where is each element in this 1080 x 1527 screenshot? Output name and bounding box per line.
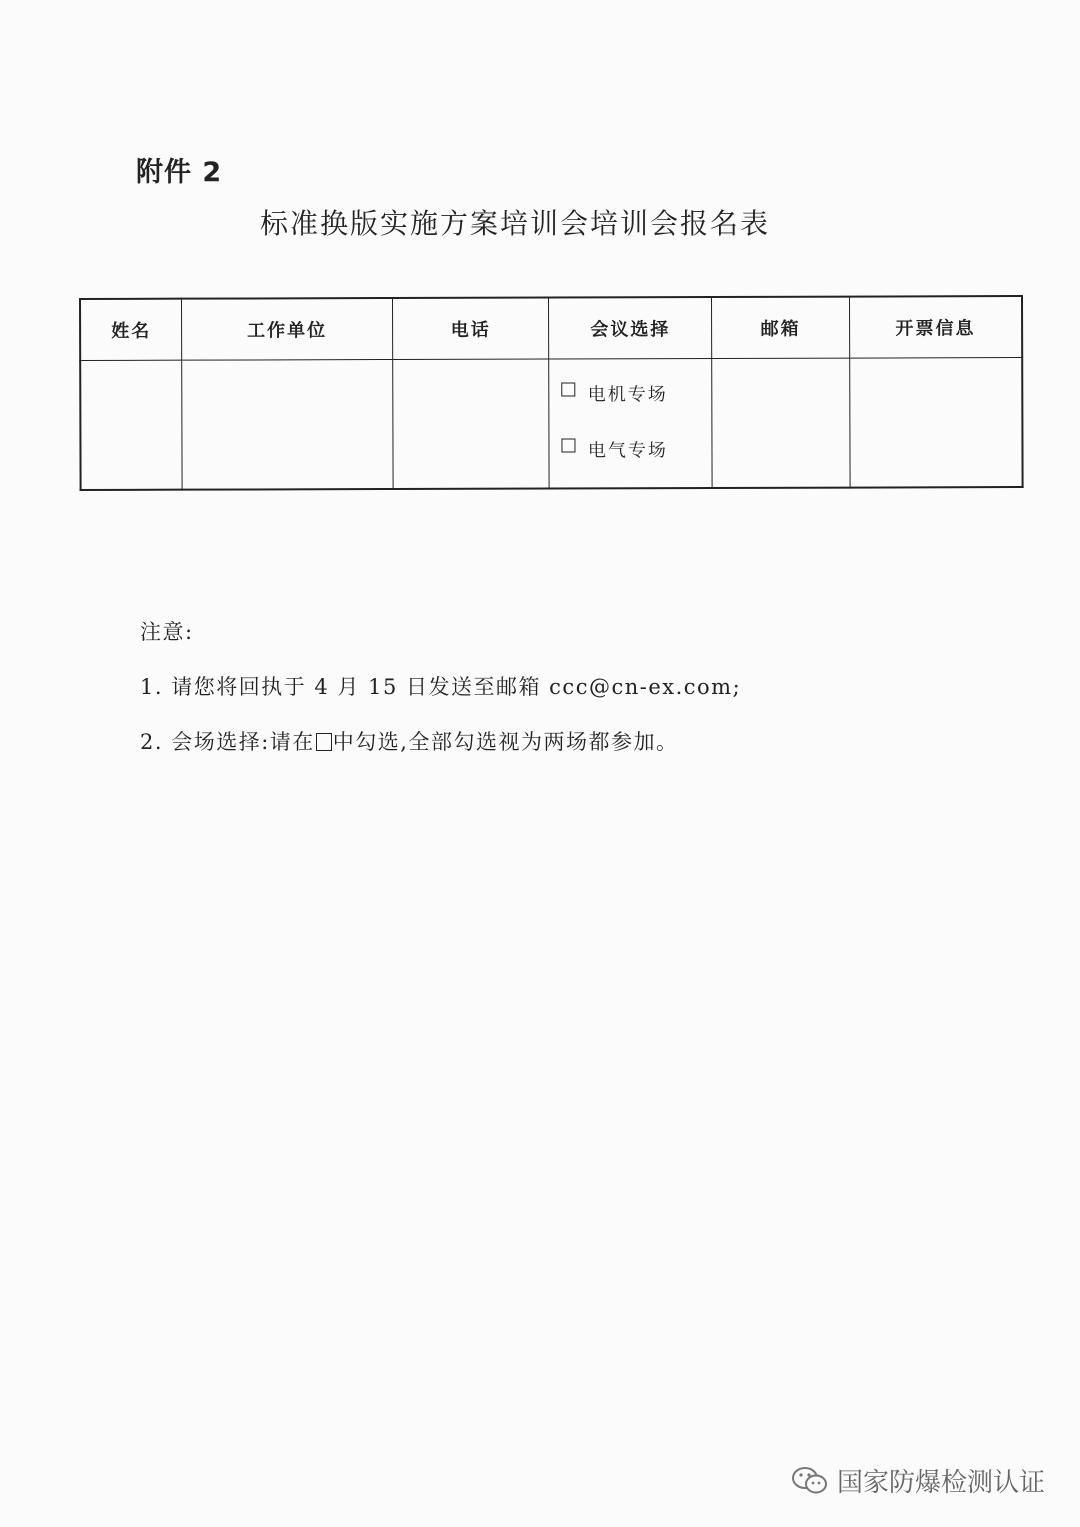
column-header-meeting-choice: 会议选择 xyxy=(549,297,712,359)
column-header-email: 邮箱 xyxy=(712,297,850,359)
option-electrical-session-label: 电气专场 xyxy=(587,440,668,462)
registration-table xyxy=(79,295,1024,491)
cell-email-input[interactable] xyxy=(712,358,850,488)
table-row xyxy=(80,358,1022,490)
watermark xyxy=(791,1462,1045,1499)
table-header-row xyxy=(80,296,1022,360)
option-motor-session-label: 电机专场 xyxy=(587,384,668,406)
note-item-1: 1. 请您将回执于 4 月 15 日发送至邮箱 ccc@cn-ex.com; xyxy=(140,675,742,699)
cell-name-input[interactable] xyxy=(80,360,182,490)
column-header-phone: 电话 xyxy=(392,298,549,360)
cell-employer-input[interactable] xyxy=(182,360,393,490)
notes-heading: 注意: xyxy=(140,620,194,644)
document-title: 标准换版实施方案培训会培训会报名表 xyxy=(259,207,770,240)
note-item-2-suffix: 中勾选,全部勾选视为两场都参加。 xyxy=(332,730,679,754)
column-header-employer: 工作单位 xyxy=(182,298,393,360)
column-header-invoice-info: 开票信息 xyxy=(849,296,1022,358)
option-electrical-session[interactable] xyxy=(562,435,712,463)
option-motor-session[interactable] xyxy=(562,379,712,407)
checkbox-electrical-session[interactable] xyxy=(562,438,576,452)
note-item-2 xyxy=(140,728,741,756)
checkbox-motor-session[interactable] xyxy=(562,382,576,396)
notes-section xyxy=(140,618,741,783)
cell-meeting-choice xyxy=(549,359,712,489)
note-item-2-prefix: 2. 会场选择:请在 xyxy=(140,730,315,754)
cell-phone-input[interactable] xyxy=(392,359,549,489)
attachment-label: 附件 2 xyxy=(136,157,223,188)
column-header-name: 姓名 xyxy=(80,299,182,361)
checkbox-symbol xyxy=(316,733,332,751)
watermark-text: 国家防爆检测认证 xyxy=(836,1468,1045,1498)
wechat-icon xyxy=(791,1465,829,1497)
cell-invoice-input[interactable] xyxy=(850,358,1023,488)
